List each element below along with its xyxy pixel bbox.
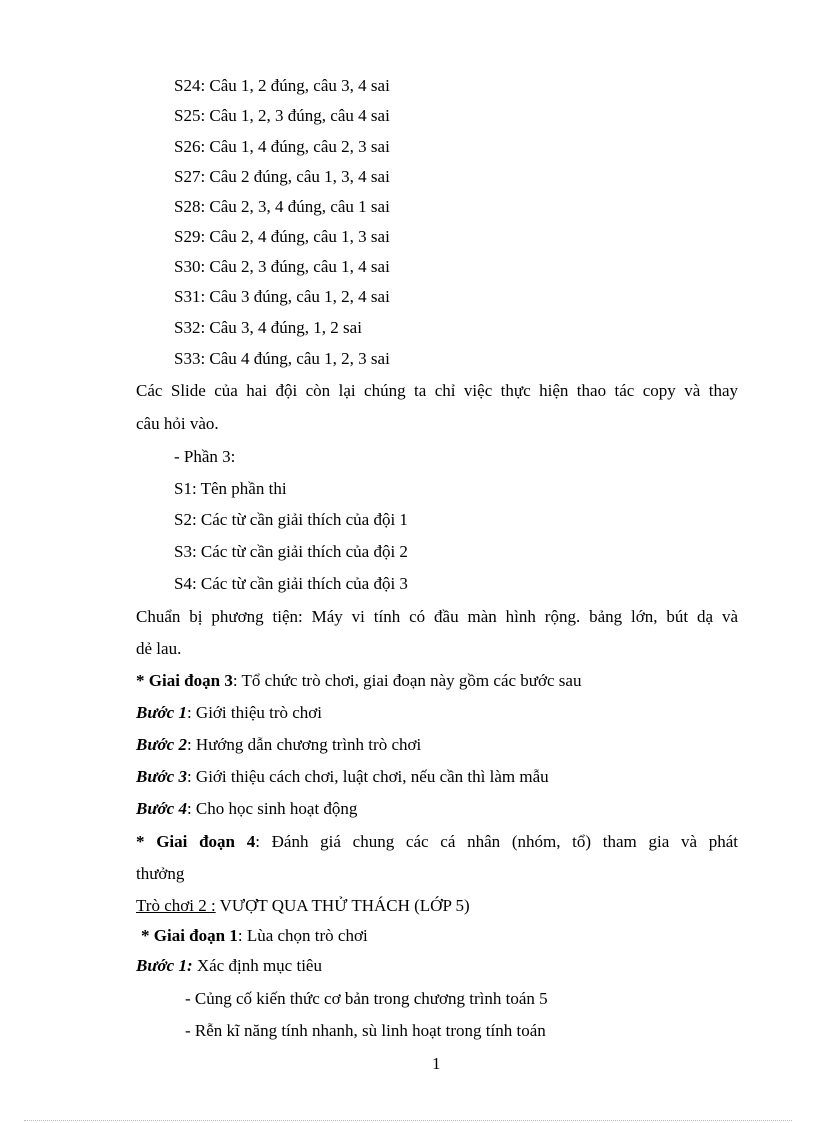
stage3-line: [136, 671, 581, 691]
preparation-line2: dẻ lau.: [136, 639, 182, 658]
slide-item-s27: S27: Câu 2 đúng, câu 1, 3, 4 sai: [174, 167, 390, 186]
part3-item: S1: Tên phần thi: [174, 479, 287, 498]
step-label: Bước 2: [136, 735, 187, 754]
part3-item: S4: Các từ cần giải thích của đội 3: [174, 574, 408, 593]
preparation-line1: Chuẩn bị phương tiện: Máy vi tính có đầu màn hình rộng. bảng lớn, bút dạ và: [136, 607, 738, 626]
slide-item-s26: S26: Câu 1, 4 đúng, câu 2, 3 sai: [174, 137, 390, 156]
stage1-label: * Giai đoạn 1: [141, 926, 238, 945]
part3-heading: - Phần 3:: [174, 447, 236, 466]
slide-item-s33: S33: Câu 4 đúng, câu 1, 2, 3 sai: [174, 349, 390, 368]
copy-paragraph-line1: Các Slide của hai đội còn lại chúng ta chỉ việc thực hiện thao tác copy và thay: [136, 381, 738, 400]
goal-item: - Rễn kĩ năng tính nhanh, sù linh hoạt trong tính toán: [185, 1021, 546, 1040]
step1-goal-label: Bước 1:: [136, 956, 193, 975]
goal-item: - Củng cố kiến thức cơ bản trong chương trình toán 5: [185, 989, 548, 1008]
stage3-text: : Tổ chức trò chơi, giai đoạn này gồm các bước sau: [232, 671, 582, 690]
page-bottom-divider: [24, 1120, 792, 1121]
step-label: Bước 1: [136, 703, 187, 722]
slide-item-s24: S24: Câu 1, 2 đúng, câu 3, 4 sai: [174, 76, 390, 95]
stage3-label: * Giai đoạn 3: [136, 671, 233, 690]
slide-item-s31: S31: Câu 3 đúng, câu 1, 2, 4 sai: [174, 287, 390, 306]
stage4-text: : Đánh giá chung các cá nhân (nhóm, tổ) tham gia và phát: [255, 832, 738, 851]
game2-title-underlined: Trò chơi 2 :: [136, 896, 216, 915]
step-text: : Giới thiệu trò chơi: [186, 703, 323, 722]
step-label: Bước 3: [136, 767, 187, 786]
step-line: [136, 703, 322, 723]
stage4-line2: thưởng: [136, 864, 185, 883]
stage1-text: : Lùa chọn trò chơi: [237, 926, 368, 945]
step-line: [136, 735, 421, 755]
step-text: : Giới thiệu cách chơi, luật chơi, nếu cần thì làm mẫu: [186, 767, 549, 786]
slide-item-s25: S25: Câu 1, 2, 3 đúng, câu 4 sai: [174, 106, 390, 125]
step-text: : Cho học sinh hoạt động: [186, 799, 358, 818]
stage4-line1: [136, 832, 738, 852]
slide-item-s28: S28: Câu 2, 3, 4 đúng, câu 1 sai: [174, 197, 390, 216]
slide-item-s32: S32: Câu 3, 4 đúng, 1, 2 sai: [174, 318, 362, 337]
step-label: Bước 4: [136, 799, 187, 818]
slide-item-s29: S29: Câu 2, 4 đúng, câu 1, 3 sai: [174, 227, 390, 246]
step1-goal-line: [136, 956, 322, 976]
game2-title: [136, 896, 470, 916]
step1-goal-text: Xác định mục tiêu: [192, 956, 322, 975]
part3-item: S3: Các từ cần giải thích của đội 2: [174, 542, 408, 561]
part3-item: S2: Các từ cần giải thích của đội 1: [174, 510, 408, 529]
slide-item-s30: S30: Câu 2, 3 đúng, câu 1, 4 sai: [174, 257, 390, 276]
step-text: : Hướng dẫn chương trình trò chơi: [186, 735, 422, 754]
copy-paragraph-line2: câu hỏi vào.: [136, 414, 219, 433]
stage1-line: [141, 926, 368, 946]
stage4-label: * Giai đoạn 4: [136, 832, 256, 851]
page-number: 1: [432, 1054, 441, 1073]
step-line: [136, 799, 357, 819]
game2-title-rest: VƯỢT QUA THỬ THÁCH (LỚP 5): [215, 896, 470, 915]
step-line: [136, 767, 549, 787]
